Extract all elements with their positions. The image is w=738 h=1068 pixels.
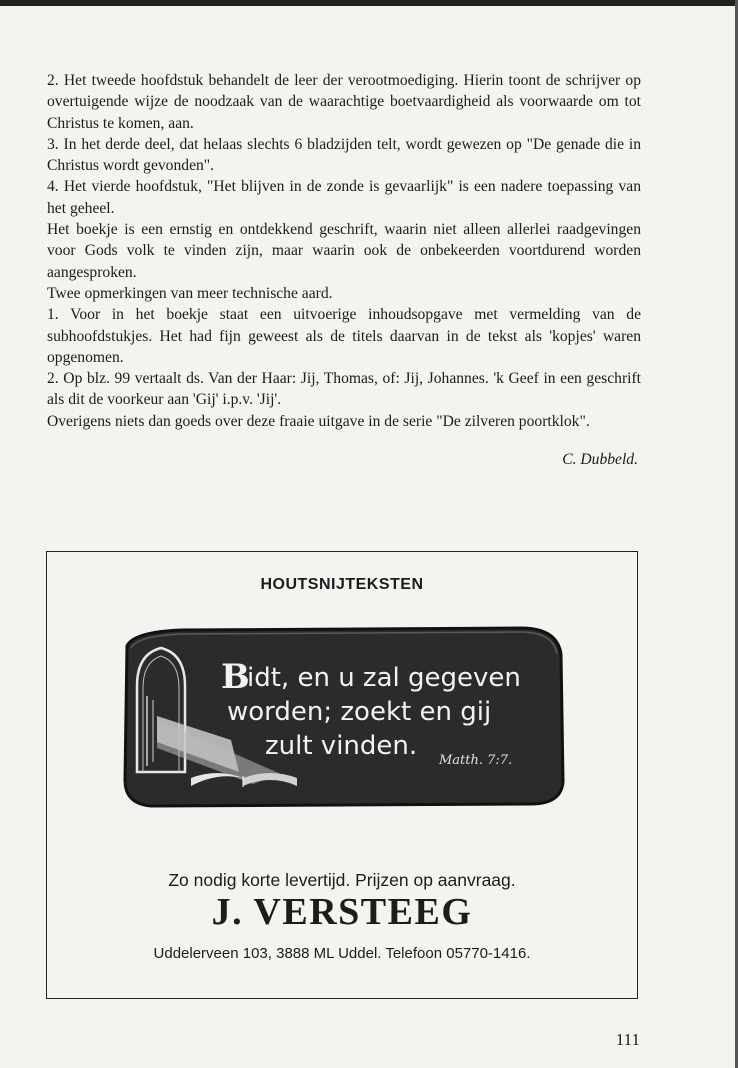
author-signature: C. Dubbeld. <box>562 451 638 468</box>
page-number: 111 <box>615 1030 640 1049</box>
wood-carving-plaque <box>121 624 567 810</box>
plaque-line-1: idt, en u zal gegeven <box>247 663 521 693</box>
paragraph-remark-1: 1. Voor in het boekje staat een uitvoerige inhoudsopgave met vermelding van de subhoofdstukjes. Het had fijn geweest als de titels daarvan in de tekst als 'kopjes' waren opgenomen. <box>47 306 641 366</box>
paragraph-remarks-intro: Twee opmerkingen van meer technische aard. <box>47 284 333 302</box>
plaque-reference: Matth. 7:7. <box>439 753 513 768</box>
ad-address: Uddelerveen 103, 3888 ML Uddel. Telefoon 05770-1416. <box>153 945 531 962</box>
paragraph-chapter-4: 4. Het vierde hoofdstuk, "Het blijven in de zonde is gevaarlijk" is een nadere toepassing van het geheel. <box>47 178 641 217</box>
ad-tagline: Zo nodig korte levertijd. Prijzen op aanvraag. <box>168 870 516 890</box>
plaque-initial: B <box>221 657 250 697</box>
advertisement <box>46 551 638 999</box>
paragraph-remark-2: 2. Op blz. 99 vertaalt ds. Van der Haar: Jij, Thomas, of: Jij, Johannes. 'k Geef in een geschrift als dit de voorkeur aan 'Gij' i.p.v. 'Jij'. <box>47 370 641 409</box>
paragraph-chapter-2: 2. Het tweede hoofdstuk behandelt de leer der verootmoediging. Hierin toont de schrijver op overtuigende wijze de noodzaak van de waarachtige boetvaardigheid als voorwaarde om tot Christus te komen, aan. <box>47 72 641 132</box>
plaque-image <box>121 624 567 810</box>
plaque-line-2: worden; zoekt en gij <box>227 697 492 727</box>
paragraph-assessment: Het boekje is een ernstig en ontdekkend geschrift, waarin niet alleen allerlei raadgevingen voor Gods volk te vinden zijn, maar waarin ook de onbekeerden voortdurend worden aangesproken. <box>47 221 641 281</box>
paragraph-chapter-3: 3. In het derde deel, dat helaas slechts 6 bladzijden telt, wordt gewezen op "De genade die in Christus wordt gevonden". <box>47 135 641 175</box>
ad-company-name: J. VERSTEEG <box>211 891 473 933</box>
ad-heading: HOUTSNIJTEKSTEN <box>260 576 424 593</box>
article-text <box>47 70 641 432</box>
plaque-line-3: zult vinden. <box>265 731 418 761</box>
paragraph-closing: Overigens niets dan goeds over deze fraaie uitgave in de serie "De zilveren poortklok". <box>47 412 590 430</box>
scan-top-edge <box>0 0 738 6</box>
